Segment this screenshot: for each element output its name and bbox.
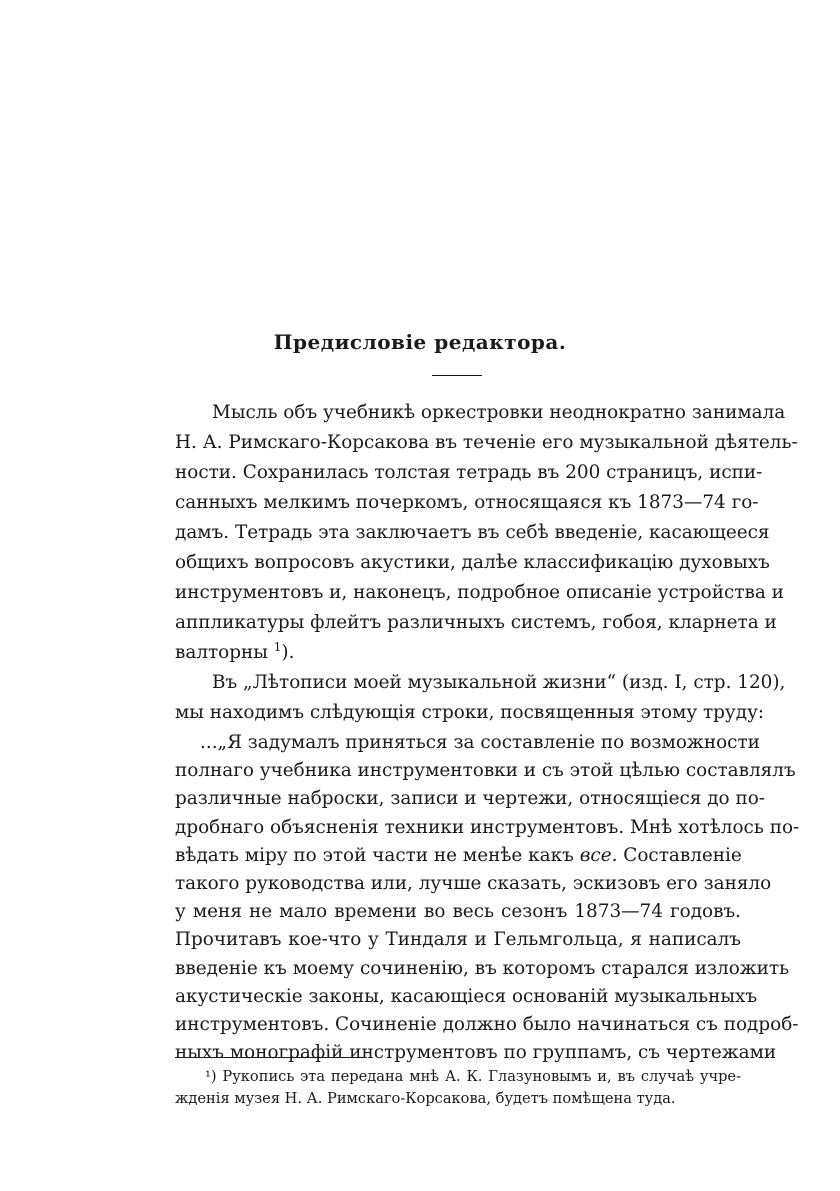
page-title: Предисловіе редактора. bbox=[273, 330, 567, 354]
text-fragment: Составленіе bbox=[623, 844, 742, 866]
text-line: такого руководства или, лучше сказать, эскизовъ его заняло bbox=[175, 873, 772, 894]
text-line: аппликатуры флейтъ различныхъ системъ, гобоя, кларнета и bbox=[175, 612, 777, 633]
text-line: санныхъ мелкимъ почеркомъ, относящаяся къ 1873—74 го- bbox=[175, 492, 759, 513]
text-line: Прочитавъ кое-что у Тиндаля и Гельмгольца, я написалъ bbox=[175, 929, 741, 951]
text-line: инструментовъ и, наконецъ, подробное описаніе устройства и bbox=[175, 582, 784, 603]
text-line bbox=[175, 638, 741, 668]
text-line: Мысль объ учебникѣ оркестровки неоднократно занимала bbox=[212, 402, 786, 423]
text-line: полнаго учебника инструментовки и съ этой цѣлью составлялъ bbox=[175, 760, 796, 782]
footnote-marker: ¹) bbox=[205, 1068, 217, 1085]
footnote-line: жденія музея Н. А. Римскаго-Корсакова, будетъ помѣщена туда. bbox=[175, 1090, 676, 1107]
text-line: дробнаго объясненія техники инструментовъ. Мнѣ хотѣлось по- bbox=[175, 816, 800, 838]
text-fragment: Рукопись эта передана мнѣ А. К. Глазуновымъ и, въ случаѣ учре- bbox=[222, 1068, 742, 1085]
footnote-reference: 1 bbox=[273, 639, 282, 654]
text-line: ...„Я задумалъ приняться за составленіе по возможности bbox=[200, 732, 760, 753]
text-line: ныхъ монографій инструментовъ по группамъ, съ чертежами bbox=[175, 1042, 777, 1064]
footnote-line bbox=[205, 1066, 741, 1088]
text-line: общихъ вопросовъ акустики, далѣе классификацію духовыхъ bbox=[175, 552, 770, 573]
text-line: введеніе къ моему сочиненію, въ которомъ старался изложить bbox=[175, 957, 790, 979]
title-divider bbox=[432, 375, 482, 376]
text-line: дамъ. Тетрадь эта заключаетъ въ себѣ введеніе, касающееся bbox=[175, 522, 770, 543]
text-line bbox=[175, 841, 741, 871]
text-line: Н. А. Римскаго-Корсакова въ теченіе его музыкальной дѣятель- bbox=[175, 432, 798, 453]
text-line: ности. Сохранилась толстая тетрадь въ 200 страницъ, испи- bbox=[175, 462, 763, 483]
text-line: у меня не мало времени во весь сезонъ 1873—74 годовъ. bbox=[175, 901, 741, 923]
text-line: мы находимъ слѣдующія строки, посвященныя этому труду: bbox=[175, 702, 765, 723]
text-fragment: валторны bbox=[175, 642, 268, 663]
emphasized-word: все. bbox=[579, 844, 618, 866]
text-line: акустическіе законы, касающіеся основаній музыкальныхъ bbox=[175, 985, 758, 1007]
text-line: различные наброски, записи и чертежи, относящіеся до по- bbox=[175, 788, 765, 810]
text-line: Въ „Лѣтописи моей музыкальной жизни“ (изд. I, стр. 120), bbox=[212, 672, 786, 693]
text-fragment: вѣдать міру по этой части не менѣе какъ bbox=[175, 844, 574, 866]
text-line: инструментовъ. Сочиненіе должно было начинаться съ подроб- bbox=[175, 1014, 799, 1035]
text-fragment: ). bbox=[281, 642, 295, 663]
